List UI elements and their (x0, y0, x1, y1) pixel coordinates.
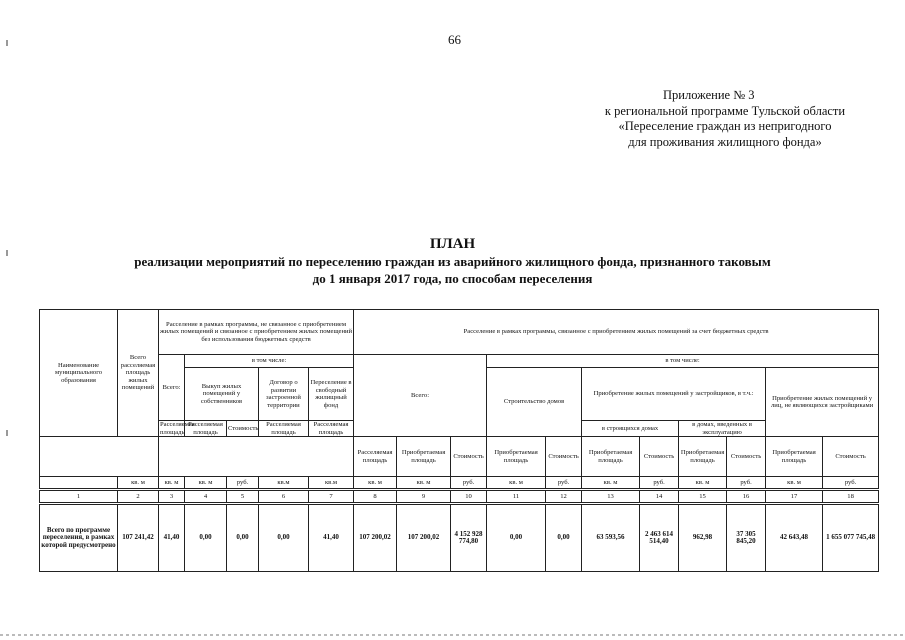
column-number: 13 (582, 490, 640, 504)
unit-cell: руб. (546, 477, 582, 490)
header-commissioned: в домах, введенных в эксплуатацию (679, 421, 766, 437)
header-no-budget: Расселение в рамках программы, не связанное с приобретением жилых помещений и связанное с приобретением жилых помещений без использования бюджетных средств (159, 310, 354, 355)
page-number: 66 (448, 32, 461, 47)
header-including-1: в том числе: (185, 355, 354, 368)
table-cell: 0,00 (259, 504, 309, 572)
unit-cell: руб. (227, 477, 259, 490)
column-number: 18 (823, 490, 879, 504)
table-cell: 1 655 077 745,48 (823, 504, 879, 572)
column-number: 14 (640, 490, 679, 504)
unit-cell: руб. (727, 477, 766, 490)
unit-cell: кв. м (397, 477, 451, 490)
header-including-2: в том числе: (487, 355, 879, 368)
table-cell: 37 305 845,20 (727, 504, 766, 572)
sub-acquired-area: Приобретаемая площадь (397, 437, 451, 477)
sub-cost: Стоимость (227, 421, 259, 437)
column-number: 17 (766, 490, 823, 504)
document-subtitle-2: до 1 января 2017 года, по способам переселения (312, 271, 593, 286)
column-number: 4 (185, 490, 227, 504)
header-spacer (40, 437, 159, 477)
document-subtitle-1: реализации мероприятий по переселению граждан из аварийного жилищного фонда, признанного таковым (134, 254, 771, 269)
column-number: 12 (546, 490, 582, 504)
sub-cost: Стоимость (823, 437, 879, 477)
sub-acquired-area: Приобретаемая площадь (487, 437, 546, 477)
scan-mark (6, 430, 8, 436)
sub-acquired-area: Приобретаемая площадь (582, 437, 640, 477)
table-cell: 0,00 (546, 504, 582, 572)
column-number: 3 (159, 490, 185, 504)
appendix-header (560, 88, 890, 150)
header-contract: Договор о развитии застроенной территории (259, 368, 309, 421)
table-cell: 0,00 (487, 504, 546, 572)
header-budget: Расселение в рамках программы, связанное с приобретением жилых помещений за счет бюджетных средств (354, 310, 879, 355)
sub-resettled-area: Расселяемая площадь (354, 437, 397, 477)
table-cell: 41,40 (309, 504, 354, 572)
sub-resettled-area: Расселяемая площадь (160, 421, 195, 436)
unit-cell: кв. м (679, 477, 727, 490)
unit-cell: кв. м (159, 477, 185, 490)
header-spacer (159, 437, 354, 477)
resettlement-plan-table (39, 309, 878, 572)
unit-cell: кв. м (766, 477, 823, 490)
header-municipality: Наименование муниципального образования (40, 310, 118, 437)
table-cell: 962,98 (679, 504, 727, 572)
unit-cell: кв. м (185, 477, 227, 490)
sub-cost: Стоимость (727, 437, 766, 477)
header-buyout: Выкуп жилых помещений у собственников (185, 368, 259, 421)
unit-cell: руб. (823, 477, 879, 490)
scan-mark (6, 40, 8, 46)
table-cell: 63 593,56 (582, 504, 640, 572)
units-spacer (40, 477, 118, 490)
header-free-fund: Переселение в свободный жилищный фонд (309, 368, 354, 421)
table-cell: 107 200,02 (397, 504, 451, 572)
unit-cell: кв.м (259, 477, 309, 490)
sub-acquired-area: Приобретаемая площадь (766, 437, 823, 477)
table-cell: 107 241,42 (118, 504, 159, 572)
appendix-line-4: для проживания жилищного фонда» (628, 134, 822, 149)
scan-artifact-line (0, 634, 905, 636)
column-number: 6 (259, 490, 309, 504)
column-number: 2 (118, 490, 159, 504)
table-cell: 0,00 (185, 504, 227, 572)
header-under-construction: в строящихся домах (582, 421, 679, 437)
table-cell: 0,00 (227, 504, 259, 572)
column-number: 10 (451, 490, 487, 504)
header-total-area: Всего расселяемая площадь жилых помещений (118, 310, 159, 437)
sub-cost: Стоимость (546, 437, 582, 477)
table-cell: 107 200,02 (354, 504, 397, 572)
table-cell: 41,40 (159, 504, 185, 572)
column-number: 1 (40, 490, 118, 504)
document-title: ПЛАН (429, 236, 476, 252)
column-number: 5 (227, 490, 259, 504)
column-number: 16 (727, 490, 766, 504)
header-construction: Строительство домов (487, 368, 582, 437)
sub-cost: Стоимость (451, 437, 487, 477)
sub-resettled-area: Расселяемая площадь (185, 421, 227, 437)
header-non-developers: Приобретение жилых помещений у лиц, не являющихся застройщиками (766, 368, 879, 437)
column-number: 11 (487, 490, 546, 504)
unit-cell: кв. м (487, 477, 546, 490)
sub-resettled-area: Расселяемая площадь (309, 421, 354, 437)
sub-acquired-area: Приобретаемая площадь (679, 437, 727, 477)
table-cell: Всего по программе переселения, в рамках которой предусмотрено (40, 504, 118, 572)
unit-cell: руб. (451, 477, 487, 490)
sub-cost: Стоимость (640, 437, 679, 477)
unit-cell: кв. м (354, 477, 397, 490)
appendix-line-3: «Переселение граждан из непригодного (618, 119, 832, 133)
column-number: 8 (354, 490, 397, 504)
appendix-line-1: Приложение № 3 (663, 88, 755, 102)
table-cell: 42 643,48 (766, 504, 823, 572)
sub-resettled-area: Расселяемая площадь (259, 421, 309, 437)
table-cell: 2 463 614 514,40 (640, 504, 679, 572)
header-all-1: Всего: (159, 355, 185, 421)
unit-cell: руб. (640, 477, 679, 490)
column-number: 15 (679, 490, 727, 504)
column-number: 9 (397, 490, 451, 504)
unit-cell: кв. м (118, 477, 159, 490)
unit-cell: кв.м (309, 477, 354, 490)
table-cell: 4 152 928 774,80 (451, 504, 487, 572)
appendix-line-2: к региональной программе Тульской области (604, 103, 846, 118)
unit-cell: кв. м (582, 477, 640, 490)
header-all-2: Всего: (354, 355, 487, 437)
header-developers: Приобретение жилых помещений у застройщиков, в т.ч.: (582, 368, 766, 421)
column-number: 7 (309, 490, 354, 504)
